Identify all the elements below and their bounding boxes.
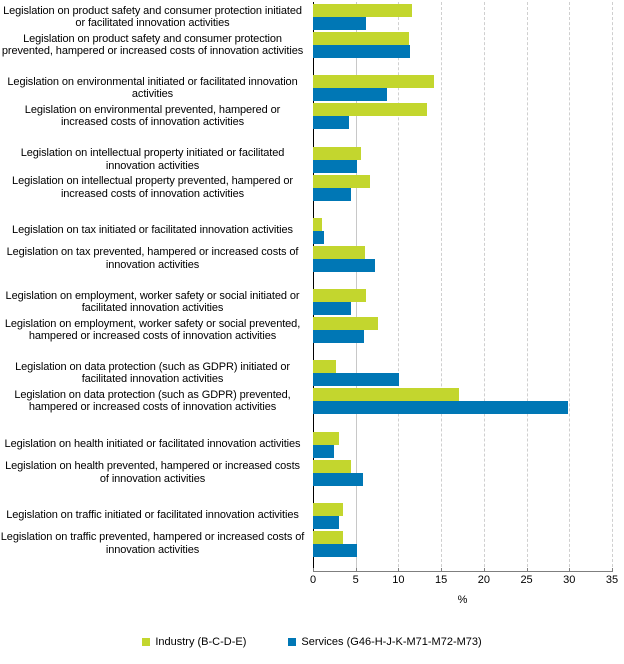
category-label-product-safety-0: Legislation on product safety and consumer protection initiated or facilitated innovation activities: [3, 4, 302, 29]
tick-mark-30: [569, 568, 570, 572]
bar-industry-data-protection-1: [313, 388, 459, 401]
x-tick-label-5: 5: [352, 574, 359, 586]
category-label-column: [0, 2, 310, 572]
tick-mark-25: [527, 568, 528, 572]
tick-mark-35: [612, 568, 613, 572]
bar-services-data-protection-0: [313, 373, 399, 386]
legend-swatch-services-icon: [288, 638, 296, 646]
bar-industry-data-protection-0: [313, 360, 336, 373]
category-label-product-safety-1: Legislation on product safety and consumer protection prevented, hampered or increased costs of innovation activities: [1, 32, 304, 57]
tick-mark-5: [356, 568, 357, 572]
tick-mark-10: [398, 568, 399, 572]
gridline-25: [527, 2, 528, 572]
bar-services-product-safety-1: [313, 45, 410, 58]
gridline-35: [612, 2, 613, 572]
tick-mark-0: [313, 568, 314, 572]
category-label-data-protection-0: Legislation on data protection (such as GDPR) initiated or facilitated innovation activities: [15, 360, 290, 386]
category-label-traffic-0: Legislation on traffic initiated or facilitated innovation activities: [6, 509, 299, 522]
category-label-data-protection-1: Legislation on data protection (such as GDPR) prevented, hampered or increased costs of innovation activities: [14, 388, 291, 414]
category-label-employment-1: Legislation on employment, worker safety or social prevented, hampered or increased costs of innovation activities: [4, 317, 301, 342]
bar-services-tax-1: [313, 259, 375, 272]
bar-industry-traffic-1: [313, 531, 343, 544]
bar-services-traffic-1: [313, 544, 357, 557]
category-label-intellectual-property-1: Legislation on intellectual property prevented, hampered or increased costs of innovation activities: [12, 175, 293, 200]
legend-label-industry: Industry (B-C-D-E): [155, 636, 247, 648]
x-tick-label-25: 25: [520, 574, 533, 586]
bar-industry-product-safety-0: [313, 4, 412, 17]
x-tick-label-30: 30: [563, 574, 576, 586]
bar-industry-tax-0: [313, 218, 322, 231]
category-label-environmental-0: Legislation on environmental initiated or facilitated innovation activities: [7, 75, 298, 101]
bar-industry-health-0: [313, 432, 339, 445]
bar-services-intellectual-property-1: [313, 188, 351, 201]
bar-services-data-protection-1: [313, 401, 568, 414]
x-tick-label-10: 10: [392, 574, 405, 586]
legend-swatch-industry-icon: [142, 638, 150, 646]
gridline-15: [441, 2, 442, 572]
bar-industry-environmental-0: [313, 75, 434, 88]
x-axis: [309, 572, 619, 590]
bar-industry-tax-1: [313, 246, 365, 259]
category-label-health-1: Legislation on health prevented, hampered or increased costs of innovation activities: [5, 460, 300, 485]
tick-mark-15: [441, 568, 442, 572]
plot-area: [313, 2, 612, 572]
legend-item-services[interactable]: [288, 636, 481, 648]
bar-industry-employment-1: [313, 317, 378, 330]
bar-services-traffic-0: [313, 516, 339, 529]
chart-legend: [0, 636, 624, 648]
bar-industry-product-safety-1: [313, 32, 409, 45]
category-label-intellectual-property-0: Legislation on intellectual property initiated or facilitated innovation activities: [20, 147, 285, 172]
legend-item-industry[interactable]: [142, 636, 246, 648]
bar-industry-health-1: [313, 460, 351, 473]
x-tick-label-0: 0: [309, 574, 317, 586]
bar-services-health-0: [313, 445, 334, 458]
bar-services-intellectual-property-0: [313, 160, 357, 173]
category-label-employment-0: Legislation on employment, worker safety or social initiated or facilitated innovation activities: [5, 289, 300, 314]
x-tick-label-15: 15: [435, 574, 448, 586]
bar-industry-environmental-1: [313, 103, 427, 116]
bar-industry-intellectual-property-0: [313, 147, 361, 160]
bar-services-health-1: [313, 473, 363, 486]
bar-industry-employment-0: [313, 289, 366, 302]
bar-industry-intellectual-property-1: [313, 175, 370, 188]
bar-industry-traffic-0: [313, 503, 343, 516]
category-label-tax-1: Legislation on tax prevented, hampered or increased costs of innovation activities: [6, 246, 299, 271]
x-tick-label-35: 35: [605, 574, 619, 586]
x-tick-label-20: 20: [477, 574, 490, 586]
bar-services-employment-1: [313, 330, 364, 343]
category-label-health-0: Legislation on health initiated or facilitated innovation activities: [4, 438, 301, 450]
x-axis-title: %: [457, 594, 468, 606]
bar-services-product-safety-0: [313, 17, 366, 30]
tick-mark-20: [484, 568, 485, 572]
category-label-environmental-1: Legislation on environmental prevented, hampered or increased costs of innovation activities: [24, 103, 281, 129]
bar-services-employment-0: [313, 302, 351, 315]
legend-label-services: Services (G46-H-J-K-M71-M72-M73): [301, 636, 482, 648]
bar-services-environmental-1: [313, 116, 349, 129]
category-label-traffic-1: Legislation on traffic prevented, hampered or increased costs of innovation activities: [0, 531, 305, 556]
bar-services-environmental-0: [313, 88, 387, 101]
gridline-30: [569, 2, 570, 572]
category-label-tax-0: Legislation on tax initiated or facilitated innovation activities: [12, 224, 293, 237]
gridline-20: [484, 2, 485, 572]
bar-services-tax-0: [313, 231, 324, 244]
